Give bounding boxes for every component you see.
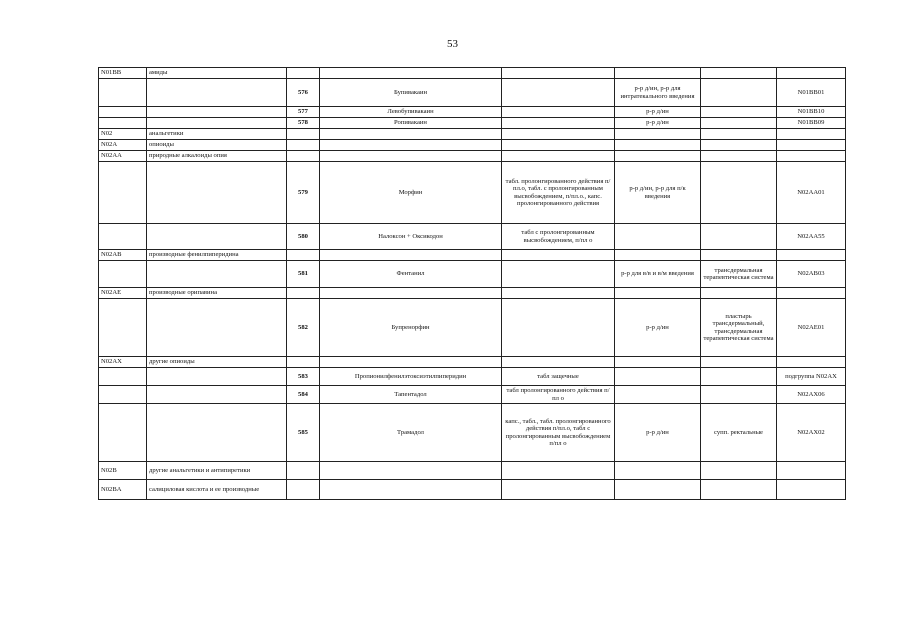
dosage-form-oral-cell <box>502 462 615 480</box>
atc-group-code-cell <box>99 386 147 404</box>
atc-code-cell: N02AA55 <box>777 224 846 250</box>
row-number-cell <box>287 480 320 500</box>
table-row <box>99 261 846 288</box>
dosage-form-oral-cell: табл защечные <box>502 368 615 386</box>
dosage-form-injection-cell: р-р д/ин <box>615 118 701 129</box>
atc-code-cell <box>777 140 846 151</box>
dosage-form-other-cell <box>701 151 777 162</box>
atc-group-name-cell: анальгетики <box>147 129 287 140</box>
dosage-form-oral-cell <box>502 79 615 107</box>
dosage-form-other-cell <box>701 462 777 480</box>
dosage-form-oral-cell <box>502 250 615 261</box>
row-number-cell: 582 <box>287 299 320 357</box>
atc-group-name-cell <box>147 79 287 107</box>
row-number-cell: 580 <box>287 224 320 250</box>
row-number-cell <box>287 357 320 368</box>
dosage-form-injection-cell <box>615 480 701 500</box>
atc-code-cell: подгруппа N02AX <box>777 368 846 386</box>
atc-group-code-cell: N02BA <box>99 480 147 500</box>
atc-code-cell: N02AB03 <box>777 261 846 288</box>
atc-group-code-cell <box>99 404 147 462</box>
atc-code-cell <box>777 129 846 140</box>
row-number-cell: 581 <box>287 261 320 288</box>
dosage-form-other-cell <box>701 250 777 261</box>
table-row <box>99 224 846 250</box>
atc-group-code-cell: N02A <box>99 140 147 151</box>
atc-group-code-cell <box>99 261 147 288</box>
drug-name-cell <box>320 250 502 261</box>
table-row <box>99 107 846 118</box>
dosage-form-oral-cell <box>502 288 615 299</box>
atc-code-cell <box>777 288 846 299</box>
atc-group-code-cell <box>99 79 147 107</box>
atc-group-code-cell: N02AB <box>99 250 147 261</box>
atc-group-code-cell <box>99 107 147 118</box>
table-row <box>99 129 846 140</box>
atc-group-name-cell: другие опиоиды <box>147 357 287 368</box>
row-number-cell <box>287 250 320 261</box>
drug-name-cell: Трамадол <box>320 404 502 462</box>
drug-classification-table <box>98 67 846 500</box>
dosage-form-injection-cell <box>615 151 701 162</box>
dosage-form-other-cell <box>701 357 777 368</box>
atc-code-cell: N01BB09 <box>777 118 846 129</box>
table-row <box>99 368 846 386</box>
dosage-form-other-cell <box>701 107 777 118</box>
drug-name-cell: Налоксон + Оксикодон <box>320 224 502 250</box>
atc-group-code-cell: N02AE <box>99 288 147 299</box>
dosage-form-oral-cell <box>502 129 615 140</box>
drug-name-cell: Ропивакаин <box>320 118 502 129</box>
atc-code-cell <box>777 250 846 261</box>
atc-group-code-cell <box>99 368 147 386</box>
dosage-form-other-cell <box>701 140 777 151</box>
atc-code-cell: N02AX02 <box>777 404 846 462</box>
row-number-cell: 577 <box>287 107 320 118</box>
table-row <box>99 162 846 224</box>
atc-group-name-cell: природные алкалоиды опия <box>147 151 287 162</box>
atc-group-name-cell <box>147 386 287 404</box>
dosage-form-other-cell <box>701 162 777 224</box>
dosage-form-other-cell <box>701 480 777 500</box>
dosage-form-oral-cell <box>502 140 615 151</box>
dosage-form-injection-cell: р-р для в/в и в/м введения <box>615 261 701 288</box>
atc-group-name-cell: другие анальгетики и антипиретики <box>147 462 287 480</box>
dosage-form-injection-cell <box>615 288 701 299</box>
dosage-form-injection-cell: р-р д/ин <box>615 107 701 118</box>
dosage-form-injection-cell <box>615 368 701 386</box>
table-row <box>99 386 846 404</box>
row-number-cell: 583 <box>287 368 320 386</box>
table-row <box>99 250 846 261</box>
row-number-cell: 584 <box>287 386 320 404</box>
drug-name-cell <box>320 462 502 480</box>
dosage-form-injection-cell <box>615 250 701 261</box>
row-number-cell: 578 <box>287 118 320 129</box>
dosage-form-other-cell <box>701 386 777 404</box>
row-number-cell <box>287 288 320 299</box>
dosage-form-oral-cell: табл пролонгированного действия п/пл о <box>502 386 615 404</box>
drug-name-cell <box>320 140 502 151</box>
row-number-cell: 585 <box>287 404 320 462</box>
atc-code-cell <box>777 151 846 162</box>
drug-name-cell <box>320 129 502 140</box>
drug-name-cell <box>320 288 502 299</box>
table-row <box>99 151 846 162</box>
table-row <box>99 140 846 151</box>
dosage-form-other-cell <box>701 368 777 386</box>
dosage-form-oral-cell: капс., табл., табл. пролонгированного действия п/пл.о, табл с пролонгированным высвобождением п/пл о <box>502 404 615 462</box>
drug-name-cell <box>320 68 502 79</box>
dosage-form-oral-cell <box>502 357 615 368</box>
atc-group-name-cell <box>147 107 287 118</box>
atc-group-code-cell: N02B <box>99 462 147 480</box>
dosage-form-other-cell <box>701 224 777 250</box>
table-row <box>99 79 846 107</box>
dosage-form-other-cell <box>701 129 777 140</box>
atc-group-code-cell: N02 <box>99 129 147 140</box>
atc-group-name-cell: производные орипавина <box>147 288 287 299</box>
atc-group-code-cell <box>99 299 147 357</box>
drug-name-cell: Бупренорфин <box>320 299 502 357</box>
dosage-form-oral-cell <box>502 118 615 129</box>
atc-group-code-cell: N01BB <box>99 68 147 79</box>
row-number-cell <box>287 151 320 162</box>
dosage-form-oral-cell <box>502 151 615 162</box>
atc-group-name-cell <box>147 118 287 129</box>
atc-group-code-cell <box>99 118 147 129</box>
atc-code-cell <box>777 68 846 79</box>
dosage-form-injection-cell <box>615 462 701 480</box>
row-number-cell <box>287 129 320 140</box>
dosage-form-injection-cell <box>615 224 701 250</box>
dosage-form-injection-cell: р-р д/ин <box>615 299 701 357</box>
dosage-form-injection-cell <box>615 140 701 151</box>
dosage-form-oral-cell: табл. пролонгированного действия п/пл.о, табл. с пролонгированным высвобождением, п/пл.о., капс. пролонгированного действия <box>502 162 615 224</box>
drug-name-cell <box>320 151 502 162</box>
drug-name-cell: Бупивакаин <box>320 79 502 107</box>
dosage-form-oral-cell <box>502 68 615 79</box>
drug-name-cell <box>320 480 502 500</box>
dosage-form-oral-cell: табл с пролонгированным высвобождением, п/пл о <box>502 224 615 250</box>
drug-name-cell: Левобупивакаин <box>320 107 502 118</box>
dosage-form-injection-cell <box>615 129 701 140</box>
atc-group-code-cell <box>99 224 147 250</box>
atc-group-name-cell: амиды <box>147 68 287 79</box>
dosage-form-other-cell: пластырь трансдермальный, трансдермальная терапевтическая система <box>701 299 777 357</box>
dosage-form-other-cell <box>701 118 777 129</box>
atc-group-name-cell: салициловая кислота и ее производные <box>147 480 287 500</box>
page-number: 53 <box>447 38 458 50</box>
atc-group-code-cell: N02AX <box>99 357 147 368</box>
row-number-cell <box>287 462 320 480</box>
atc-group-name-cell <box>147 299 287 357</box>
atc-group-code-cell <box>99 162 147 224</box>
dosage-form-oral-cell <box>502 107 615 118</box>
atc-group-name-cell <box>147 162 287 224</box>
dosage-form-other-cell: трансдермальная терапевтическая система <box>701 261 777 288</box>
atc-code-cell <box>777 357 846 368</box>
dosage-form-injection-cell: р-р д/ин <box>615 404 701 462</box>
table-row <box>99 357 846 368</box>
atc-code-cell: N02AA01 <box>777 162 846 224</box>
table-row <box>99 480 846 500</box>
table-row <box>99 68 846 79</box>
dosage-form-injection-cell: р-р д/ин, р-р для п/к введения <box>615 162 701 224</box>
dosage-form-other-cell <box>701 68 777 79</box>
drug-name-cell: Тапентадол <box>320 386 502 404</box>
atc-code-cell: N01BB01 <box>777 79 846 107</box>
atc-group-name-cell <box>147 224 287 250</box>
table-row <box>99 404 846 462</box>
atc-group-code-cell: N02AA <box>99 151 147 162</box>
dosage-form-oral-cell <box>502 480 615 500</box>
dosage-form-oral-cell <box>502 261 615 288</box>
row-number-cell <box>287 68 320 79</box>
dosage-form-injection-cell <box>615 357 701 368</box>
table-row <box>99 118 846 129</box>
dosage-form-injection-cell <box>615 386 701 404</box>
atc-group-name-cell <box>147 368 287 386</box>
drug-name-cell: Фентанил <box>320 261 502 288</box>
row-number-cell <box>287 140 320 151</box>
atc-code-cell <box>777 462 846 480</box>
drug-name-cell: Морфин <box>320 162 502 224</box>
row-number-cell: 576 <box>287 79 320 107</box>
atc-group-name-cell: производные фенилпиперидина <box>147 250 287 261</box>
table-body <box>99 68 846 500</box>
table-row <box>99 462 846 480</box>
drug-name-cell: Пропионилфенилэтоксиэтилпиперидин <box>320 368 502 386</box>
atc-group-name-cell: опиоиды <box>147 140 287 151</box>
atc-code-cell <box>777 480 846 500</box>
atc-group-name-cell <box>147 404 287 462</box>
atc-code-cell: N02AX06 <box>777 386 846 404</box>
atc-group-name-cell <box>147 261 287 288</box>
table-row <box>99 288 846 299</box>
drug-name-cell <box>320 357 502 368</box>
dosage-form-injection-cell <box>615 68 701 79</box>
dosage-form-oral-cell <box>502 299 615 357</box>
table-row <box>99 299 846 357</box>
atc-code-cell: N01BB10 <box>777 107 846 118</box>
dosage-form-other-cell <box>701 288 777 299</box>
dosage-form-injection-cell: р-р д/ин, р-р для интратекального введения <box>615 79 701 107</box>
atc-code-cell: N02AE01 <box>777 299 846 357</box>
row-number-cell: 579 <box>287 162 320 224</box>
dosage-form-other-cell: супп. ректальные <box>701 404 777 462</box>
dosage-form-other-cell <box>701 79 777 107</box>
